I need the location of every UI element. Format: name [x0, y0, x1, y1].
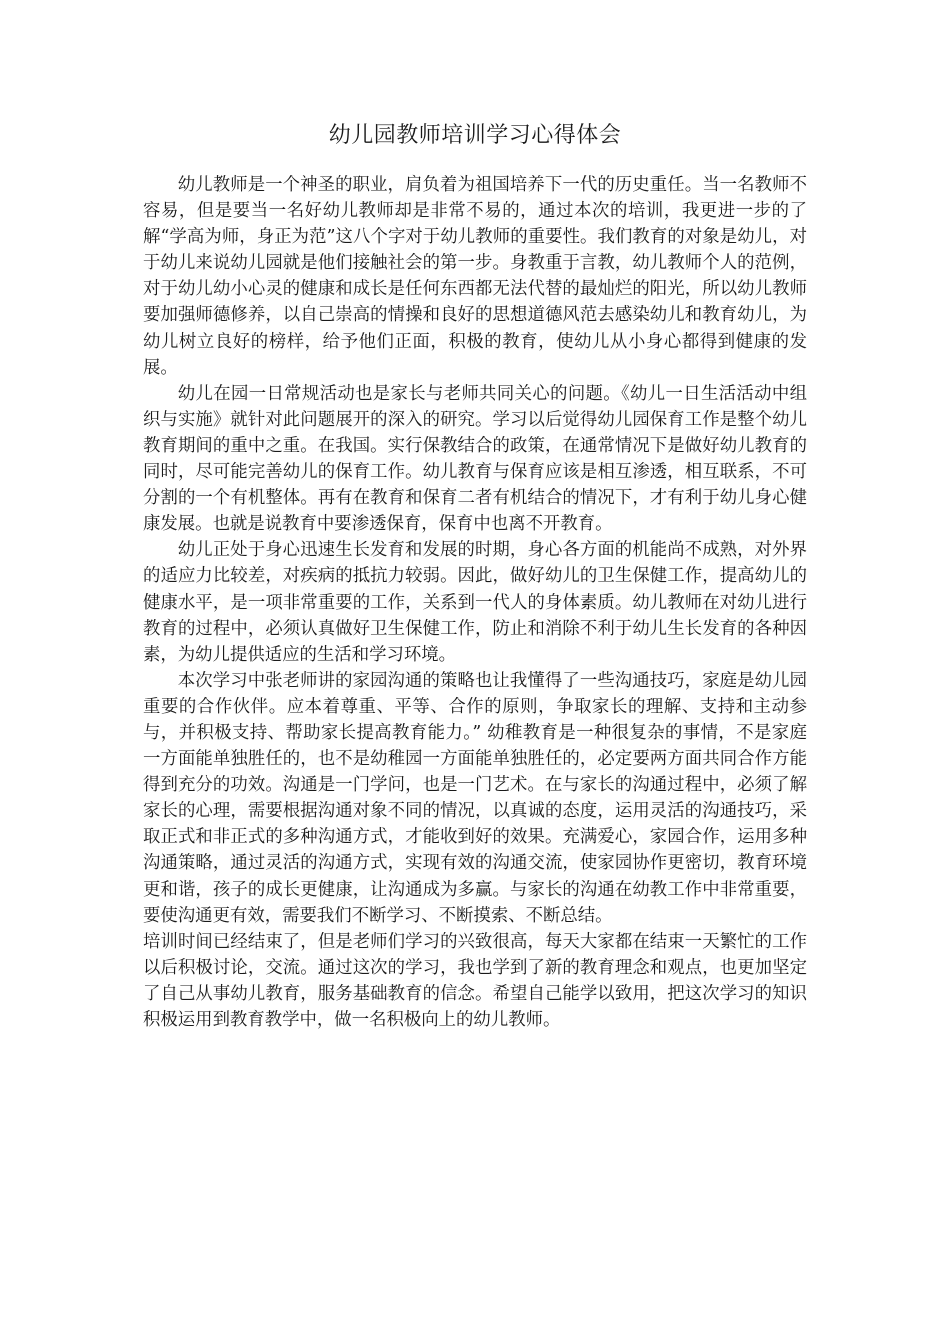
paragraph-4: 本次学习中张老师讲的家园沟通的策略也让我懂得了一些沟通技巧，家庭是幼儿园重要的合作伙伴。应本着尊重、平等、合作的原则，争取家长的理解、支持和主动参与，并积极支持、帮助家长提高教育能力。” 幼稚教育是一种很复杂的事情，不是家庭一方面能单独胜任的，也不是幼稚园一方面能单独胜任的，必定要两方面共同合作方能得到充分的功效。沟通是一门学问，也是一门艺术。在与家长的沟通过程中，必须了解家长的心理，需要根据沟通对象不同的情况，以真诚的态度，运用灵活的沟通技巧，采取正式和非正式的多种沟通方式，才能收到好的效果。充满爱心，家园合作，运用多种沟通策略，通过灵活的沟通方式，实现有效的沟通交流，使家园协作更密切，教育环境更和谐，孩子的成长更健康，让沟通成为多赢。与家长的沟通在幼教工作中非常重要，要使沟通更有效，需要我们不断学习、不断摸索、不断总结。	[143, 670, 807, 926]
document-body	[143, 172, 807, 1033]
paragraph-5: 培训时间已经结束了，但是老师们学习的兴致很高，每天大家都在结束一天繁忙的工作以后积极讨论，交流。通过这次的学习，我也学到了新的教育理念和观点，也更加坚定了自己从事幼儿教育，服务基础教育的信念。希望自己能学以致用，把这次学习的知识积极运用到教育教学中，做一名积极向上的幼儿教师。	[143, 931, 807, 1030]
document-title: 幼儿园教师培训学习心得体会	[328, 123, 622, 148]
paragraph-2: 幼儿在园一日常规活动也是家长与老师共同关心的问题。《幼儿一日生活活动中组织与实施》就针对此问题展开的深入的研究。学习以后觉得幼儿园保育工作是整个幼儿教育期间的重中之重。在我国。实行保教结合的政策，在通常情况下是做好幼儿教育的同时，尽可能完善幼儿的保育工作。幼儿教育与保育应该是相互渗透，相互联系，不可分割的一个有机整体。再有在教育和保育二者有机结合的情况下，才有利于幼儿身心健康发展。也就是说教育中要渗透保育，保育中也离不开教育。	[143, 383, 807, 535]
paragraph-1: 幼儿教师是一个神圣的职业，肩负着为祖国培养下一代的历史重任。当一名教师不容易，但是要当一名好幼儿教师却是非常不易的，通过本次的培训，我更进一步的了解“学高为师，身正为范”这八个字对于幼儿教师的重要性。我们教育的对象是幼儿，对于幼儿来说幼儿园就是他们接触社会的第一步。身教重于言教，幼儿教师个人的范例，对于幼儿幼小心灵的健康和成长是任何东西都无法代替的最灿烂的阳光，所以幼儿教师要加强师德修养，以自己崇高的情操和良好的思想道德风范去感染幼儿和教育幼儿，为幼儿树立良好的榜样，给予他们正面，积极的教育，使幼儿从小身心都得到健康的发展。	[143, 175, 807, 378]
paragraph-3: 幼儿正处于身心迅速生长发育和发展的时期，身心各方面的机能尚不成熟，对外界的适应力比较差，对疾病的抵抗力较弱。因此，做好幼儿的卫生保健工作，提高幼儿的健康水平，是一项非常重要的工作，关系到一代人的身体素质。幼儿教师在对幼儿进行教育的过程中，必须认真做好卫生保健工作，防止和消除不利于幼儿生长发育的各种因素，为幼儿提供适应的生活和学习环境。	[143, 540, 807, 665]
